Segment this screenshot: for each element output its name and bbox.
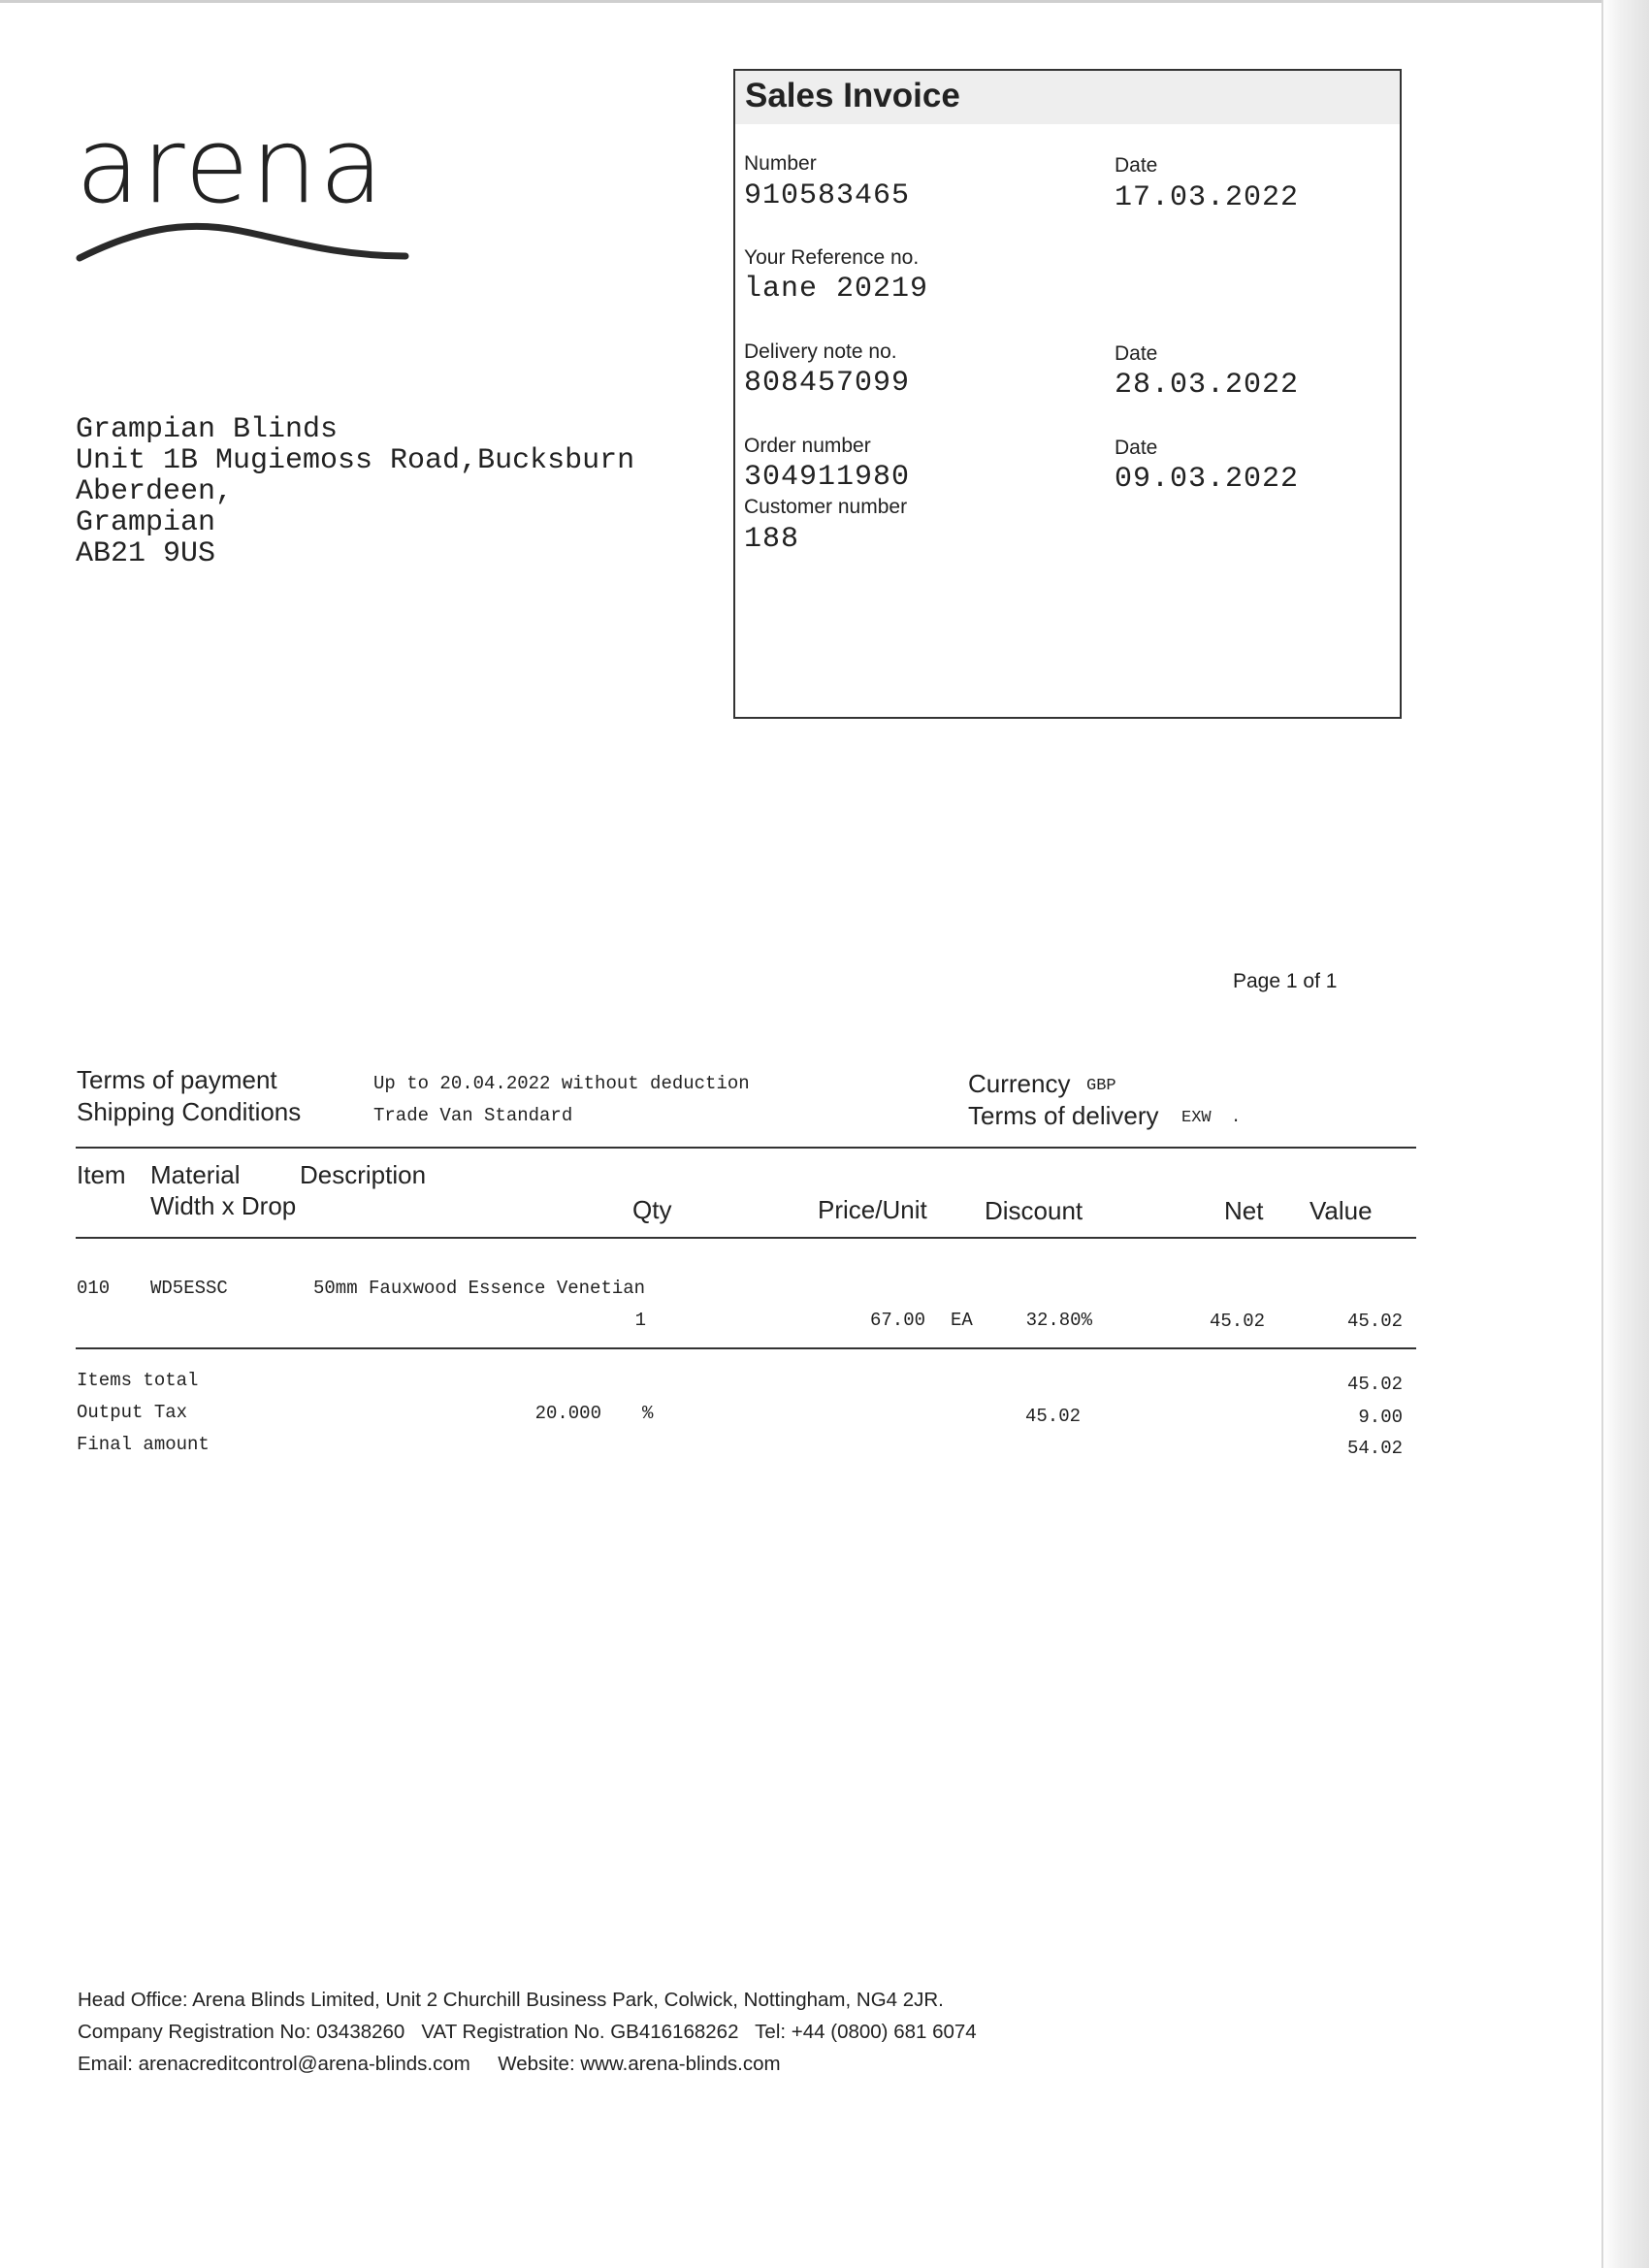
- divider: [76, 1347, 1416, 1349]
- delivery-note-number: 808457099: [744, 367, 911, 400]
- number-label: Number: [744, 152, 817, 175]
- order-date: 09.03.2022: [1115, 463, 1300, 496]
- your-reference-label: Your Reference no.: [744, 246, 920, 269]
- your-reference: lane 20219: [744, 273, 929, 306]
- items-total-label: Items total: [77, 1370, 199, 1391]
- order-number-label: Order number: [744, 435, 871, 457]
- shipping-conditions-label: Shipping Conditions: [77, 1097, 302, 1126]
- row-net: 45.02: [1209, 1311, 1265, 1332]
- terms-of-delivery-value: EXW .: [1181, 1109, 1242, 1127]
- address-line: Grampian Blinds: [76, 413, 339, 446]
- arena-logo: [76, 106, 425, 279]
- page-top-edge: [0, 0, 1649, 3]
- customer-address: [76, 414, 634, 569]
- logo-wave-icon: [76, 210, 410, 277]
- col-header-description: Description: [300, 1160, 427, 1189]
- row-discount: 32.80%: [1025, 1310, 1092, 1331]
- logo-wordmark: arena: [76, 106, 386, 227]
- terms-of-payment-label: Terms of payment: [77, 1065, 277, 1094]
- row-value: 45.02: [1346, 1311, 1403, 1332]
- order-date-label: Date: [1115, 437, 1158, 459]
- invoice-box-header: [735, 71, 1400, 124]
- tax-percent-sign: %: [642, 1403, 654, 1424]
- divider: [76, 1237, 1416, 1239]
- page-right-edge-line: [1601, 0, 1603, 2268]
- delivery-date-label: Date: [1115, 342, 1158, 365]
- delivery-date: 28.03.2022: [1115, 369, 1300, 402]
- shipping-conditions-value: Trade Van Standard: [373, 1105, 573, 1126]
- col-header-material: Material: [150, 1160, 241, 1189]
- row-description: 50mm Fauxwood Essence Venetian: [313, 1278, 646, 1299]
- address-line: Unit 1B Mugiemoss Road,Bucksburn: [76, 444, 635, 477]
- invoice-title: Sales Invoice: [745, 77, 960, 114]
- currency-value: GBP: [1086, 1077, 1116, 1095]
- divider: [76, 1147, 1416, 1149]
- invoice-number: 910583465: [744, 179, 911, 212]
- output-tax-label: Output Tax: [77, 1402, 188, 1423]
- col-header-price-unit: Price/Unit: [818, 1195, 927, 1224]
- customer-number: 188: [744, 523, 800, 556]
- invoice-date-label: Date: [1115, 154, 1158, 177]
- tax-rate: 20.000: [534, 1403, 601, 1424]
- col-header-discount: Discount: [985, 1196, 1083, 1225]
- final-amount-value: 54.02: [1346, 1438, 1403, 1459]
- page-right-edge-shadow: [1602, 0, 1649, 2268]
- delivery-note-label: Delivery note no.: [744, 340, 897, 363]
- tax-base: 45.02: [1024, 1406, 1081, 1427]
- currency-label: Currency: [968, 1069, 1071, 1098]
- company-footer: [78, 1984, 977, 2080]
- final-amount-label: Final amount: [77, 1434, 210, 1455]
- footer-contact: Email: arenacreditcontrol@arena-blinds.com Website: www.arena-blinds.com: [78, 2053, 781, 2075]
- address-line: Grampian: [76, 506, 216, 539]
- row-item: 010: [77, 1278, 111, 1299]
- row-price: 67.00: [869, 1310, 925, 1331]
- terms-of-delivery-label: Terms of delivery: [968, 1101, 1159, 1130]
- row-qty: 1: [634, 1310, 646, 1331]
- items-total-value: 45.02: [1346, 1374, 1403, 1395]
- col-header-item: Item: [77, 1160, 126, 1189]
- col-header-width-drop: Width x Drop: [150, 1191, 297, 1220]
- invoice-details-box: [733, 69, 1402, 719]
- tax-amount: 9.00: [1358, 1407, 1403, 1428]
- page-number: Page 1 of 1: [1233, 970, 1338, 992]
- invoice-date: 17.03.2022: [1115, 181, 1300, 214]
- address-line: AB21 9US: [76, 537, 216, 570]
- row-material: WD5ESSC: [150, 1278, 228, 1299]
- address-line: Aberdeen,: [76, 475, 234, 508]
- terms-of-payment-value: Up to 20.04.2022 without deduction: [373, 1073, 750, 1094]
- col-header-qty: Qty: [632, 1195, 672, 1224]
- order-number: 304911980: [744, 461, 911, 494]
- col-header-value: Value: [1310, 1196, 1373, 1225]
- col-header-net: Net: [1224, 1196, 1264, 1225]
- row-unit: EA: [951, 1310, 973, 1331]
- customer-number-label: Customer number: [744, 496, 908, 518]
- footer-head-office: Head Office: Arena Blinds Limited, Unit 2 Churchill Business Park, Colwick, Nottingham, NG4 2JR.: [78, 1989, 944, 2011]
- footer-registration: Company Registration No: 03438260 VAT Registration No. GB416168262 Tel: +44 (0800) 681 6074: [78, 2021, 977, 2043]
